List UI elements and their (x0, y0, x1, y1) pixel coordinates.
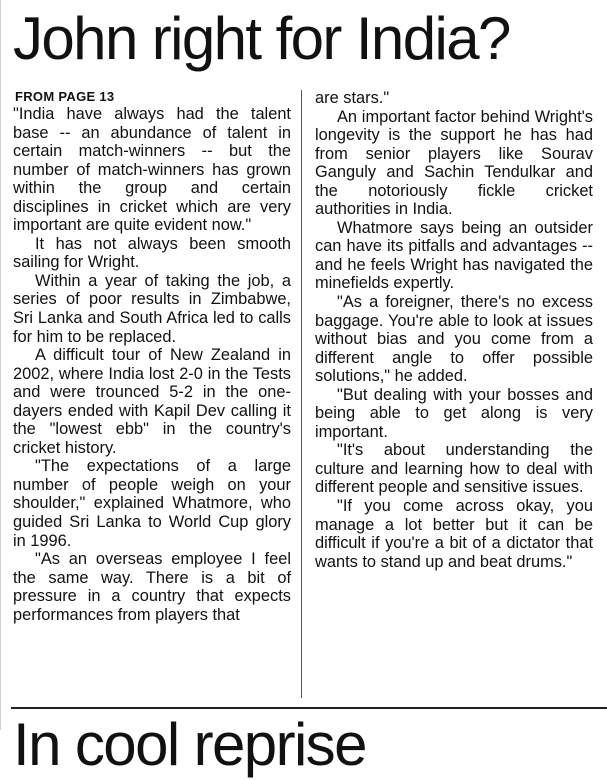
next-article-headline-text: In cool reprise (13, 711, 366, 778)
column-divider (301, 90, 302, 698)
paragraph: An important factor behind Wright's longevity is the support he has had from senior players like Sourav Ganguly and Sachin Tendulkar and the notoriously fickle cricket authorities in India. (315, 107, 593, 219)
continued-from-kicker: FROM PAGE 13 (15, 89, 115, 104)
article-column-2 (315, 89, 593, 571)
paragraph: Whatmore says being an outsider can have its pitfalls and advantages -- and he feels Wright has navigated the minefields expertly. (315, 218, 593, 293)
paragraph: are stars." (315, 89, 390, 107)
paragraph: "The expectations of a large number of people weigh on your shoulder," explained Whatmore, who guided Sri Lanka to World Cup glory in 1996. (13, 457, 291, 550)
paragraph: A difficult tour of New Zealand in 2002, where India lost 2-0 in the Tests and were trounced 5-2 in the one-dayers ended with Kapil Dev calling it the "lowest ebb" in the country's cricket history. (13, 346, 291, 457)
article-headline: John right for India? (13, 5, 510, 72)
paragraph: "India have always had the talent base -- an abundance of talent in certain match-winners -- but the number of match-winners has grown within the group and certain disciplines in cricket which are very important are quite evident now." (13, 105, 291, 235)
paragraph: It has not always been smooth sailing for Wright. (13, 234, 291, 272)
paragraph: Within a year of taking the job, a series of poor results in Zimbabwe, Sri Lanka and South Africa led to calls for him to be replaced. (13, 271, 291, 346)
article-column-1 (13, 89, 291, 624)
paragraph: "As a foreigner, there's no excess baggage. You're able to look at issues without bias and you come from a different angle to offer possible solutions," he added. (315, 293, 593, 386)
paragraph: "As an overseas employee I feel the same way. There is a bit of pressure in a country that expects performances from players that (13, 550, 291, 624)
paragraph: "If you come across okay, you manage a lot better but it can be difficult if you're a bit of a dictator that wants to stand up and beat drums." (315, 497, 593, 571)
paragraph: "It's about understanding the culture and learning how to deal with different people and sensitive issues. (315, 441, 593, 497)
next-article-headline-cropped (13, 704, 607, 778)
paragraph: "But dealing with your bosses and being able to get along is very important. (315, 385, 593, 441)
